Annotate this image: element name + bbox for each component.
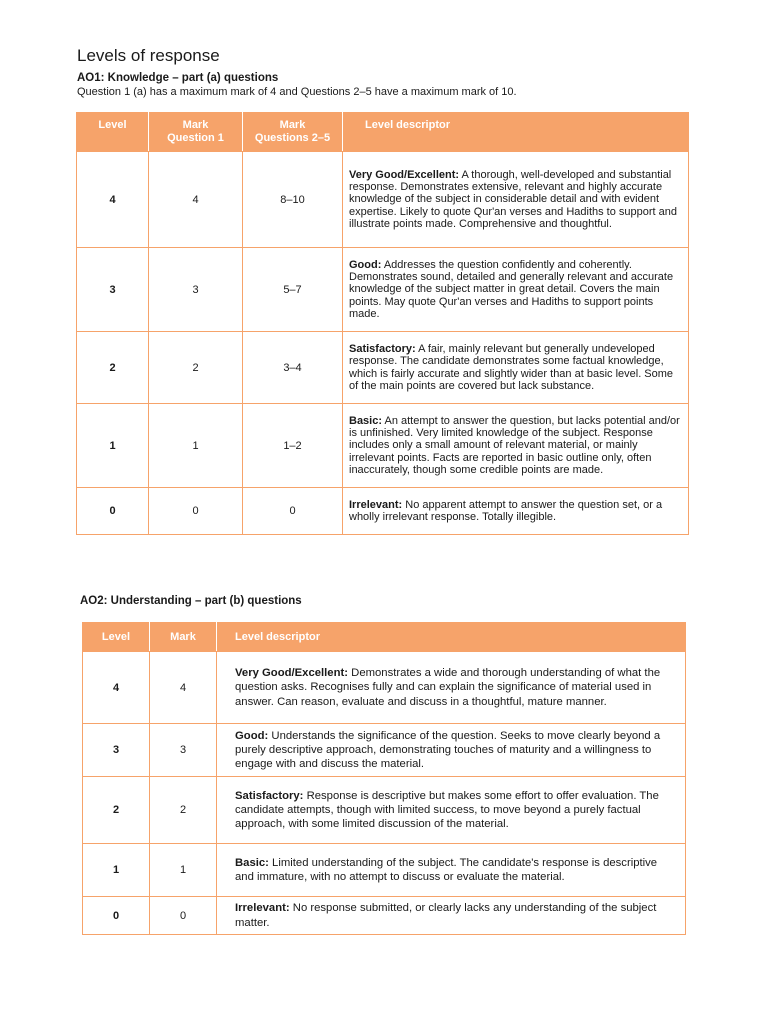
mark-q1-cell: 2 [149, 332, 243, 404]
level-cell: 1 [83, 844, 150, 897]
mark-q25-cell: 5–7 [243, 248, 343, 332]
ao2-heading: AO2: Understanding – part (b) questions [80, 595, 302, 607]
descriptor-cell: Satisfactory: Response is descriptive but makes some effort to offer evaluation. The candidate attempts, though with limited success, to move beyond a purely factual approach, with some limited discussion of the material. [217, 777, 686, 844]
mark-cell: 4 [150, 652, 217, 724]
mark-q1-cell: 0 [149, 488, 243, 535]
table-row [83, 777, 686, 844]
level-cell: 4 [83, 652, 150, 724]
mark-q1-cell: 4 [149, 152, 243, 248]
ao1-header-mark-q1: Mark Question 1 [149, 113, 243, 152]
mark-q1-cell: 3 [149, 248, 243, 332]
table-row [77, 152, 689, 248]
descriptor-cell: Good: Addresses the question confidently and coherently. Demonstrates sound, detailed and generally relevant and accurate knowledge of the subject matter in great detail. Covers the main points. May quote Qur'an verses and Hadiths to support points made. [343, 248, 689, 332]
level-cell: 3 [83, 724, 150, 777]
ao1-header-level: Level [77, 113, 149, 152]
mark-cell: 3 [150, 724, 217, 777]
ao1-subtitle: Question 1 (a) has a maximum mark of 4 and Questions 2–5 have a maximum mark of 10. [77, 86, 517, 98]
mark-q25-cell: 0 [243, 488, 343, 535]
ao1-header-row [77, 113, 689, 152]
ao1-header-descriptor: Level descriptor [343, 113, 689, 152]
level-cell: 3 [77, 248, 149, 332]
descriptor-cell: Very Good/Excellent: Demonstrates a wide and thorough understanding of what the question asks. Recognises fully and can explain the significance of material used in answer. Can reason, evaluate and discuss in a thoughtful, mature manner. [217, 652, 686, 724]
descriptor-cell: Basic: An attempt to answer the question, but lacks potential and/or is unfinished. Very limited knowledge of the subject. Response includes only a small amount of relevant material, or mainly irrelevant points. Facts are reported in basic outline only, often inaccurately, though some credible points are made. [343, 404, 689, 488]
ao2-table [82, 622, 686, 935]
table-row [83, 897, 686, 935]
ao2-header-mark: Mark [150, 623, 217, 652]
ao2-header-row [83, 623, 686, 652]
table-row [77, 332, 689, 404]
descriptor-cell: Basic: Limited understanding of the subject. The candidate's response is descriptive and immature, with no attempt to discuss or evaluate the material. [217, 844, 686, 897]
mark-q25-cell: 1–2 [243, 404, 343, 488]
table-row [77, 248, 689, 332]
ao2-header-descriptor: Level descriptor [217, 623, 686, 652]
level-cell: 4 [77, 152, 149, 248]
level-cell: 0 [83, 897, 150, 935]
table-row [83, 844, 686, 897]
mark-cell: 2 [150, 777, 217, 844]
descriptor-cell: Satisfactory: A fair, mainly relevant but generally undeveloped response. The candidate demonstrates some factual knowledge, which is fairly accurate and slightly wider than at basic level. Some of the main points are covered but lack substance. [343, 332, 689, 404]
level-cell: 0 [77, 488, 149, 535]
mark-q25-cell: 3–4 [243, 332, 343, 404]
descriptor-cell: Irrelevant: No apparent attempt to answer the question set, or a wholly irrelevant response. Totally illegible. [343, 488, 689, 535]
mark-q25-cell: 8–10 [243, 152, 343, 248]
descriptor-cell: Irrelevant: No response submitted, or clearly lacks any understanding of the subject matter. [217, 897, 686, 935]
page-title: Levels of response [77, 46, 220, 65]
mark-q1-cell: 1 [149, 404, 243, 488]
ao1-heading: AO1: Knowledge – part (a) questions [77, 72, 279, 84]
ao1-header-mark-q25: Mark Questions 2–5 [243, 113, 343, 152]
descriptor-cell: Very Good/Excellent: A thorough, well-developed and substantial response. Demonstrates extensive, relevant and highly accurate knowledge of the subject in considerable detail and with evident expertise. Likely to quote Qur'an verses and Hadiths to support and illustrate points made. Comprehensive and thoughtful. [343, 152, 689, 248]
table-row [83, 652, 686, 724]
descriptor-cell: Good: Understands the significance of the question. Seeks to move clearly beyond a purely descriptive approach, demonstrating touches of maturity and a willingness to engage with and discuss the material. [217, 724, 686, 777]
mark-cell: 0 [150, 897, 217, 935]
level-cell: 2 [77, 332, 149, 404]
ao1-table [76, 112, 689, 535]
level-cell: 1 [77, 404, 149, 488]
level-cell: 2 [83, 777, 150, 844]
table-row [77, 488, 689, 535]
table-row [77, 404, 689, 488]
table-row [83, 724, 686, 777]
ao2-header-level: Level [83, 623, 150, 652]
mark-cell: 1 [150, 844, 217, 897]
